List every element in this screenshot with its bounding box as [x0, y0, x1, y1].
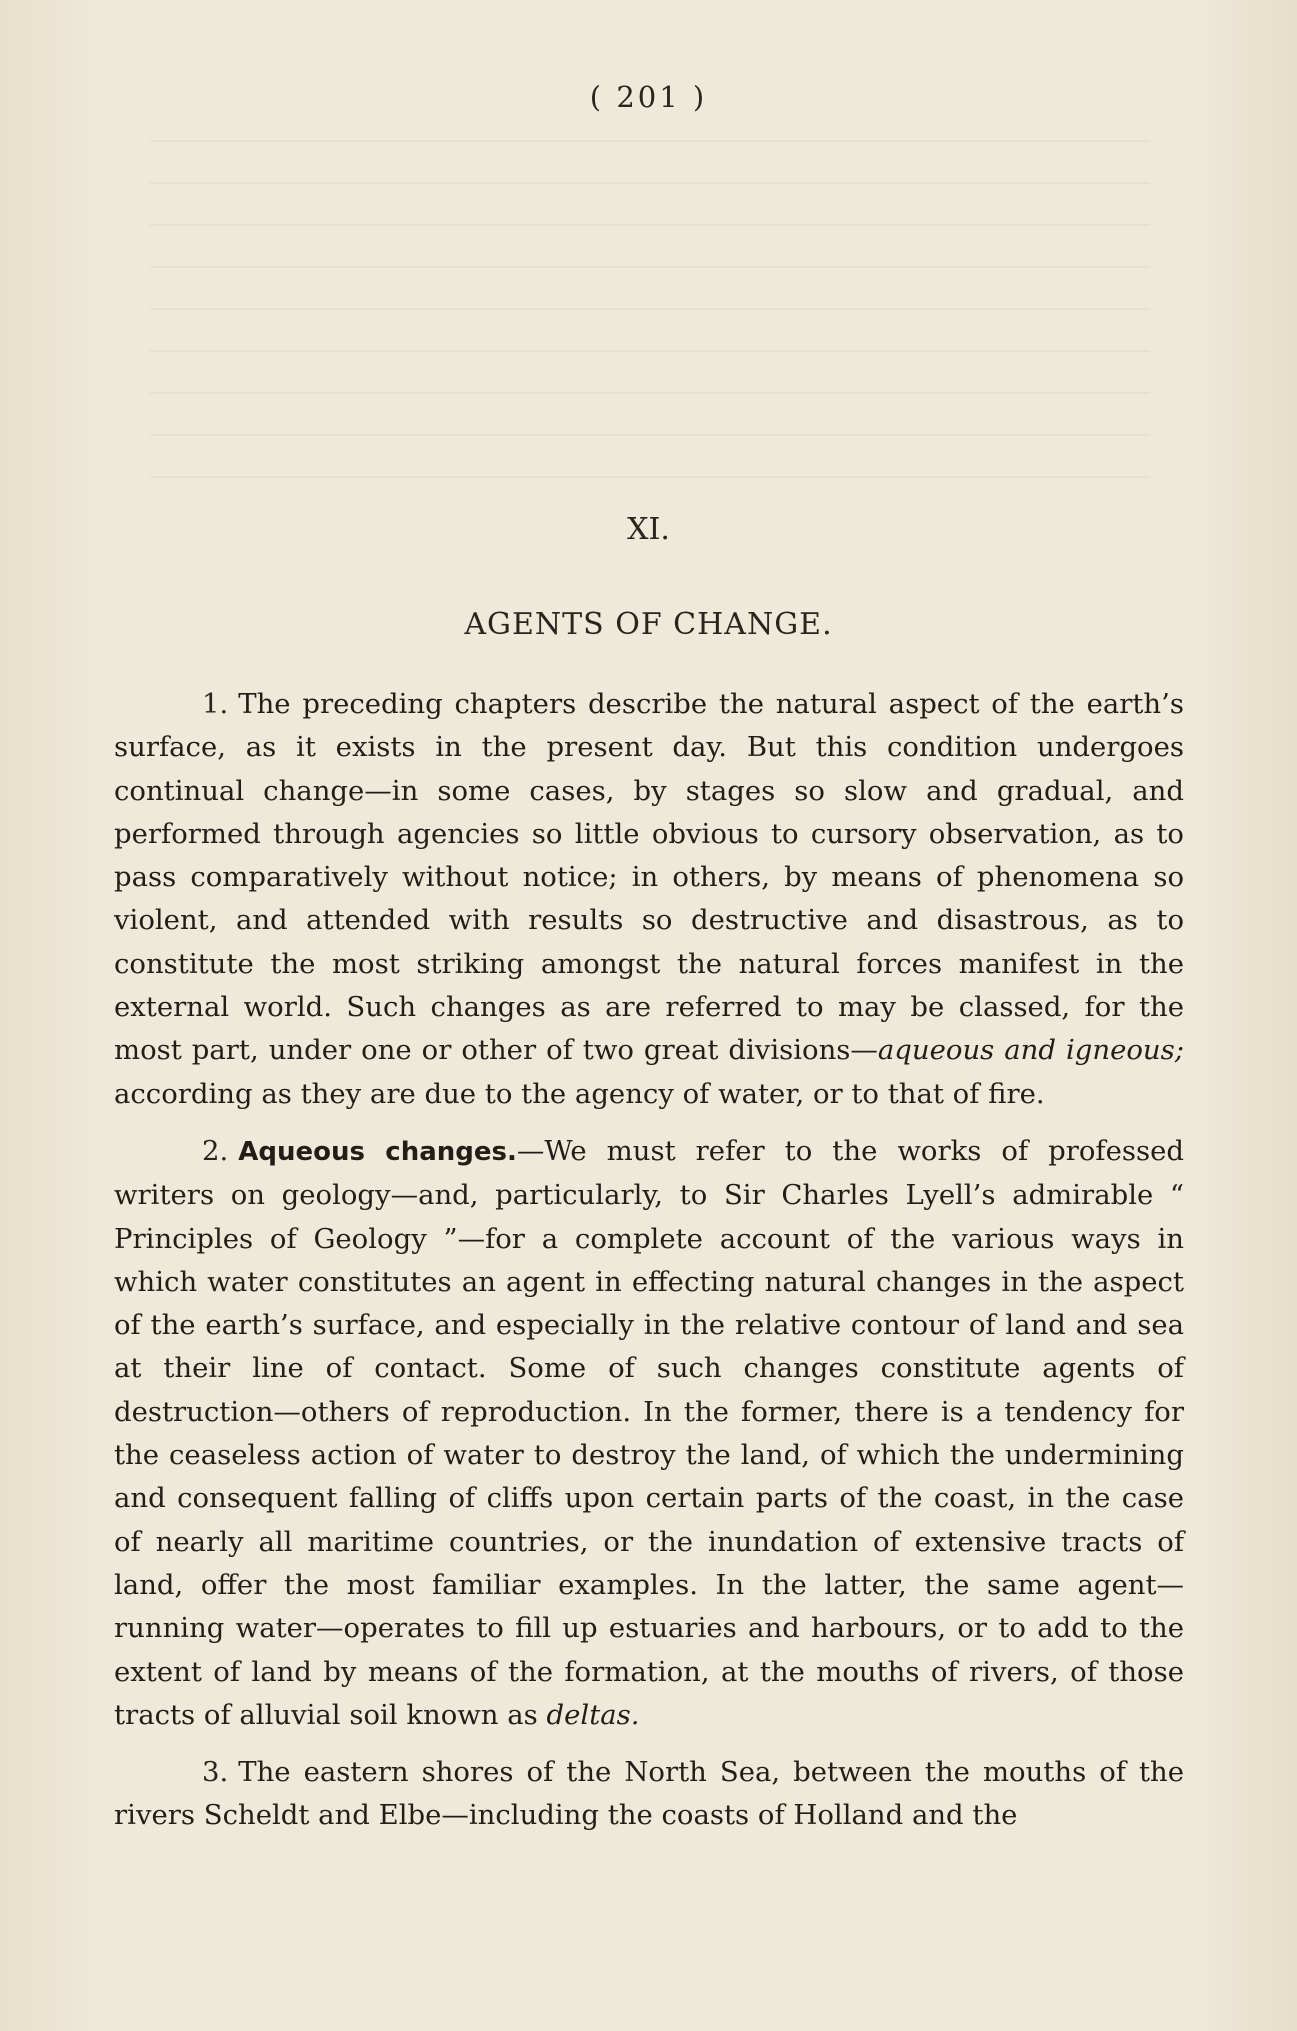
paragraph-number: 2. — [202, 1134, 229, 1167]
paragraph-3 — [114, 1751, 1184, 1838]
paragraph-number: 1. — [202, 688, 229, 720]
paragraph-number: 3. — [202, 1756, 229, 1789]
chapter-title: AGENTS OF CHANGE. — [464, 607, 833, 642]
body-text — [114, 683, 1184, 1852]
paragraph-text: The eastern shores of the North Sea, between the mouths of the rivers Scheldt and Elbe—including the coasts of Holland and the — [114, 1756, 1184, 1832]
paragraph-text: according as they are due to the agency of water, or to that of fire. — [114, 1077, 1045, 1110]
paragraph-text: —We must refer to the works of professed writers on geology—and, particularly, to Sir Charles Lyell’s admirable “ Principles of Geology ”—for a complete account of the various ways in which water constitutes an agent in effecting natural changes in the aspect of the earth’s surface, and especially in the relative contour of land and sea at their line of contact. Some of such changes constitute agents of destruction—others of reproduction. In the former, there is a tendency for the ceaseless action of water to destroy the land, of which the undermining and consequent falling of cliffs upon certain parts of the coast, in the case of nearly all maritime countries, or the inundation of extensive tracts of land, offer the most familiar examples. In the latter, the same agent—running water—operates to fill up estuaries and harbours, or to add to the extent of land by means of the formation, at the mouths of rivers, of those tracts of alluvial soil known as — [114, 1134, 1184, 1731]
paragraph-emphasis: aqueous and igneous; — [877, 1034, 1184, 1067]
section-heading: Aqueous changes. — [238, 1136, 517, 1167]
chapter-number: XI. — [627, 512, 670, 547]
paragraph-1 — [114, 683, 1184, 1116]
paragraph-2 — [114, 1130, 1184, 1737]
paragraph-emphasis: deltas. — [546, 1698, 640, 1731]
paragraph-text: The preceding chapters describe the natural aspect of the earth’s surface, as it exists in the present day. But this condition undergoes continual change—in some cases, by stages so slow and gradual, and performed through agencies so little obvious to cursory observation, as to pass comparatively without notice; in others, by means of phenomena so violent, and attended with results so destructive and disastrous, as to constitute the most striking amongst the natural forces manifest in the external world. Such changes as are referred to may be classed, for the most part, under one or other of two great divisions— — [114, 688, 1184, 1067]
bleed-through-texture — [150, 140, 1150, 500]
page-number: ( 201 ) — [589, 80, 708, 114]
